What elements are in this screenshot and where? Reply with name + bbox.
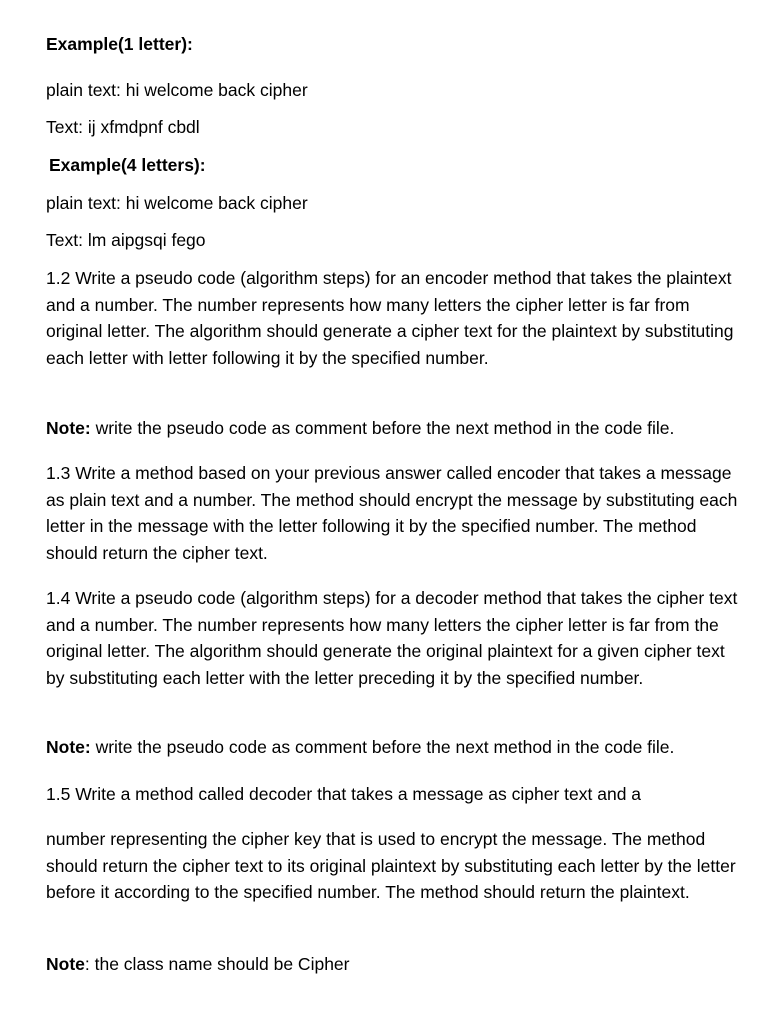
- example-4-cipher-text: Text: lm aipgsqi fego: [46, 230, 206, 250]
- question-1-5-rest: number representing the cipher key that is used to encrypt the message. The method should return the cipher text to its original plaintext by substituting each letter by the letter before it according to the specified number. The method should return the plaintext.: [46, 829, 736, 902]
- note-3-text: : the class name should be Cipher: [84, 954, 350, 974]
- example-4-plain-text: plain text: hi welcome back cipher: [46, 193, 308, 213]
- example-1-heading: Example(1 letter):: [46, 34, 193, 54]
- example-1-plain-text: plain text: hi welcome back cipher: [46, 80, 308, 100]
- question-1-2: 1.2 Write a pseudo code (algorithm steps) for an encoder method that takes the plaintext and a number. The number represents how many letters the cipher letter is far from original letter. The algorithm should generate a cipher text for the plaintext by substituting each letter with letter following it by the specified number.: [46, 268, 734, 368]
- question-1-4: 1.4 Write a pseudo code (algorithm steps) for a decoder method that takes the cipher text and a number. The number represents how many letters the cipher letter is far from the original letter. The algorithm should generate the original plaintext for a given cipher text by substituting each letter with the letter preceding it by the specified number.: [46, 588, 738, 688]
- note-1-label: Note:: [46, 418, 91, 438]
- note-2-label: Note:: [46, 737, 91, 757]
- question-1-3: 1.3 Write a method based on your previous answer called encoder that takes a message as plain text and a number. The method should encrypt the message by substituting each letter in the message with the letter following it by the specified number. The method should return the cipher text.: [46, 463, 738, 563]
- question-1-5-first-line: 1.5 Write a method called decoder that takes a message as cipher text and a: [46, 784, 642, 804]
- note-1: [46, 415, 674, 441]
- note-1-text: write the pseudo code as comment before the next method in the code file.: [90, 418, 675, 438]
- note-3: [46, 951, 349, 977]
- note-3-label: Note: [46, 954, 85, 974]
- example-4-heading: Example(4 letters):: [49, 155, 206, 175]
- example-1-cipher-text: Text: ij xfmdpnf cbdl: [46, 117, 200, 137]
- note-2-text: write the pseudo code as comment before the next method in the code file.: [90, 737, 675, 757]
- note-2: [46, 734, 674, 760]
